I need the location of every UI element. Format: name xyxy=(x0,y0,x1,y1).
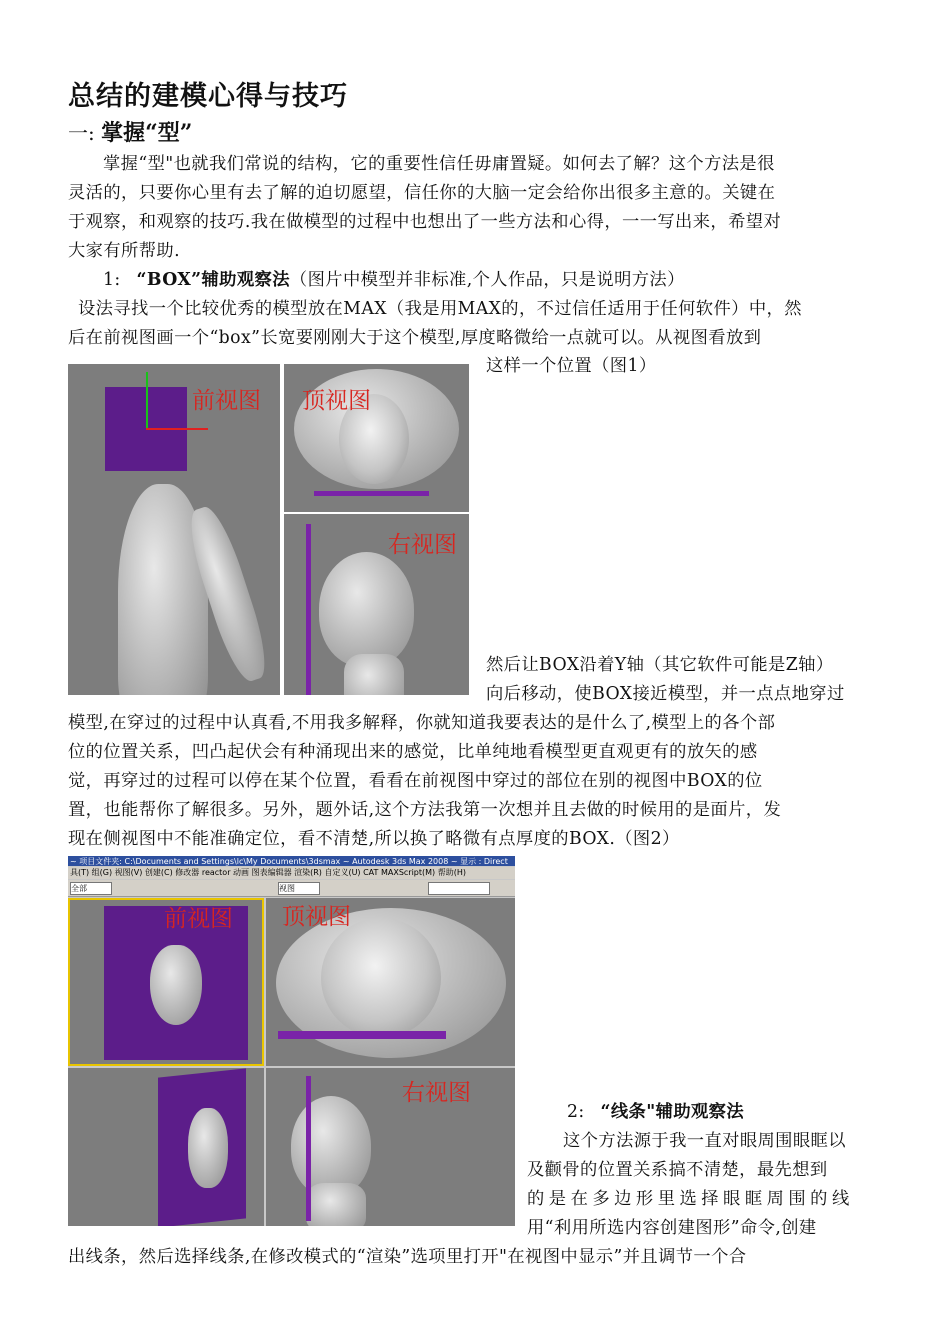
intro-line: 大家有所帮助. xyxy=(68,241,180,261)
section-title: 掌握“型” xyxy=(101,120,193,146)
figure-2 xyxy=(68,856,515,1226)
method2-line: 及颧骨的位置关系搞不清楚，最先想到 xyxy=(527,1160,828,1180)
selection-filter-dropdown[interactable]: 全部 xyxy=(70,882,112,895)
intro-line: 掌握“型"也就我们常说的结构，它的重要性信任毋庸置疑。如何去了解？这个方法是很 xyxy=(103,154,775,174)
front-view-label: 前视图 xyxy=(164,906,233,932)
figure-1 xyxy=(68,364,469,695)
right-viewport xyxy=(284,514,469,695)
body-line: 觉，再穿过的过程可以停在某个位置，看看在前视图中穿过的部位在别的视图中BOX的位 xyxy=(68,771,763,791)
method1-number: 1: xyxy=(103,270,121,290)
x-axis-gizmo xyxy=(146,428,208,430)
method1-line: 后在前视图画一个“box”长宽要刚刚大于这个模型,厚度略微给一点就可以。从视图看放到 xyxy=(68,328,762,348)
box-edge xyxy=(306,1076,311,1221)
body-line: 位的位置关系，凹凸起伏会有种涌现出来的感觉，比单纯地看模型更直观更有的放矢的感 xyxy=(68,742,758,762)
top-viewport[interactable] xyxy=(266,898,515,1066)
intro-line: 于观察，和观察的技巧.我在做模型的过程中也想出了一些方法和心得，一一写出来，希望对 xyxy=(68,212,782,232)
document-title: 总结的建模心得与技巧 xyxy=(68,81,348,112)
right-view-label: 右视图 xyxy=(402,1080,471,1106)
head-side-model xyxy=(319,552,414,667)
method2-heading xyxy=(567,1098,744,1127)
right-view-label: 右视图 xyxy=(388,532,457,558)
neck-model xyxy=(344,654,404,695)
method1-line: 向后移动，使BOX接近模型，并一点点地穿过 xyxy=(486,684,845,704)
method1-line: 设法寻找一个比较优秀的模型放在MAX（我是用MAX的，不过信任适用于任何软件）中，然 xyxy=(78,299,802,319)
head-side-model xyxy=(291,1096,371,1196)
front-view-label: 前视图 xyxy=(192,388,261,414)
method2-line: 用“利用所选内容创建图形”命令,创建 xyxy=(527,1218,817,1238)
box-edge xyxy=(314,491,429,496)
face-mask-model xyxy=(150,945,202,1025)
right-viewport[interactable] xyxy=(266,1068,515,1226)
box-edge xyxy=(306,524,311,695)
top-view-label: 顶视图 xyxy=(282,904,351,930)
head-top-model xyxy=(321,918,441,1038)
perspective-viewport[interactable] xyxy=(68,1068,264,1226)
menu-bar[interactable]: 具(T) 组(G) 视图(V) 创建(C) 修改器 reactor 动画 图表编辑器 渲染(R) 自定义(U) CAT MAXScript(M) 帮助(H) xyxy=(68,867,515,879)
front-viewport xyxy=(68,364,280,695)
body-line: 模型,在穿过的过程中认真看,不用我多解释，你就知道我要表达的是什么了,模型上的各个部 xyxy=(68,713,776,733)
top-viewport xyxy=(284,364,469,512)
intro-line: 灵活的，只要你心里有去了解的迫切愿望，信任你的大脑一定会给你出很多主意的。关键在 xyxy=(68,183,776,203)
main-toolbar xyxy=(68,880,515,897)
method1-note: （图片中模型并非标准,个人作品，只是说明方法） xyxy=(289,270,685,290)
method2-line: 这个方法源于我一直对眼周围眼眶以 xyxy=(563,1131,846,1151)
body-line: 置，也能帮你了解很多。另外，题外话,这个方法我第一次想并且去做的时候用的是面片，发 xyxy=(68,800,782,820)
method1-heading xyxy=(103,266,685,295)
y-axis-gizmo xyxy=(146,372,148,430)
method1-line: 然后让BOX沿着Y轴（其它软件可能是Z轴） xyxy=(486,655,834,675)
window-titlebar: ~ 项目文件夹: C:\Documents and Settings\lc\My Documents\3dsmax ~ Autodesk 3ds Max 2008 ~ 显示 : Direct xyxy=(68,856,515,866)
section-number: 一: xyxy=(68,121,95,145)
body-line: 现在侧视图中不能准确定位，看不清楚,所以换了略微有点厚度的BOX.（图2） xyxy=(68,829,680,849)
method1-title: “BOX”辅助观察法 xyxy=(136,270,290,290)
method2-title: “线条"辅助观察法 xyxy=(600,1102,745,1122)
figure1-caption-line: 这样一个位置（图1） xyxy=(486,356,657,376)
front-viewport[interactable] xyxy=(68,898,264,1066)
method2-line: 的是在多边形里选择眼眶周围的线 xyxy=(527,1189,854,1209)
reference-coord-dropdown[interactable]: 视图 xyxy=(278,882,320,895)
method2-number: 2: xyxy=(567,1102,585,1122)
named-selection-dropdown[interactable] xyxy=(428,882,490,895)
neck-model xyxy=(306,1183,366,1226)
face-mask-model xyxy=(188,1108,228,1188)
body-line: 出线条，然后选择线条,在修改模式的“渲染”选项里打开"在视图中显示”并且调节一个合 xyxy=(68,1247,747,1267)
box-edge xyxy=(278,1031,446,1039)
top-view-label: 顶视图 xyxy=(302,388,371,414)
section-heading xyxy=(68,116,192,147)
